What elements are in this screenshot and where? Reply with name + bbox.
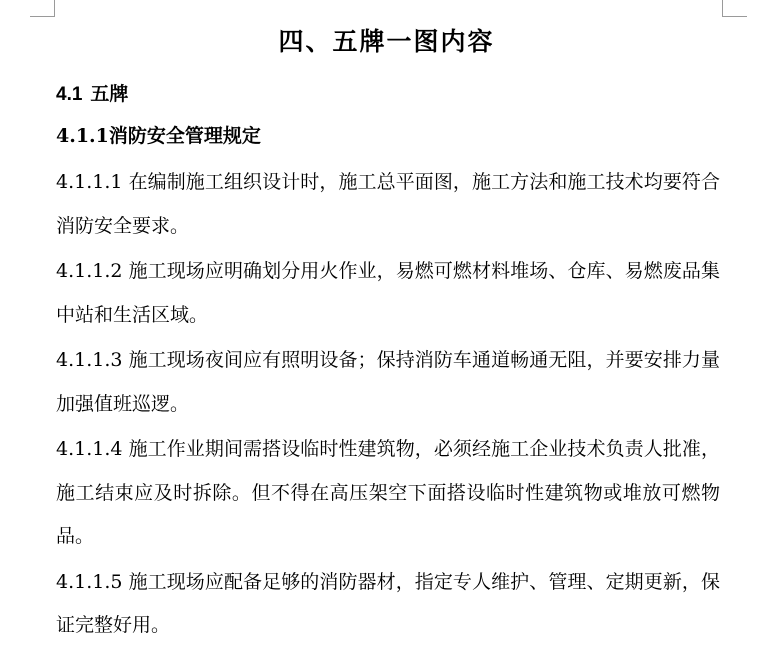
- paragraph-number: 4.1.1.3: [56, 349, 123, 371]
- paragraph-item: [56, 428, 720, 559]
- subsection-number: 4.1.1: [56, 125, 109, 147]
- margin-corner-mark-left: [30, 0, 55, 17]
- paragraph-item: [56, 339, 720, 426]
- paragraph-number: 4.1.1.5: [56, 570, 123, 593]
- paragraph-text: 在编制施工组织设计时，施工总平面图，施工方法和施工技术均要符合消防安全要求。: [56, 171, 720, 237]
- section-number: 4.1: [56, 84, 83, 105]
- document-title: 四、五牌一图内容: [278, 27, 495, 56]
- section-heading: [56, 78, 128, 111]
- paragraph-text: 施工现场应明确划分用火作业，易燃可燃材料堆场、仓库、易燃废品集中站和生活区域。: [56, 260, 720, 326]
- paragraph-number: 4.1.1.2: [56, 260, 123, 282]
- subsection-title: 消防安全管理规定: [108, 125, 261, 147]
- paragraph-item: [56, 561, 720, 648]
- paragraph-item: [56, 161, 720, 248]
- paragraph-text: 施工作业期间需搭设临时性建筑物，必须经施工企业技术负责人批准，施工结束应及时拆除。但不得在高压架空下面搭设临时性建筑物或堆放可燃物品。: [56, 438, 720, 547]
- section-title: 五牌: [90, 83, 129, 105]
- paragraph-text: 施工现场应配备足够的消防器材，指定专人维护、管理、定期更新，保证完整好用。: [56, 570, 720, 636]
- document-body: [56, 161, 720, 650]
- paragraph-text: 施工现场夜间应有照明设备；保持消防车通道畅通无阻，并要安排力量加强值班巡逻。: [56, 349, 720, 415]
- margin-corner-mark-right: [722, 0, 747, 17]
- paragraph-number: 4.1.1.4: [56, 438, 123, 460]
- subsection-heading: [56, 120, 261, 152]
- paragraph-number: 4.1.1.1: [56, 171, 123, 193]
- paragraph-item: [56, 250, 720, 337]
